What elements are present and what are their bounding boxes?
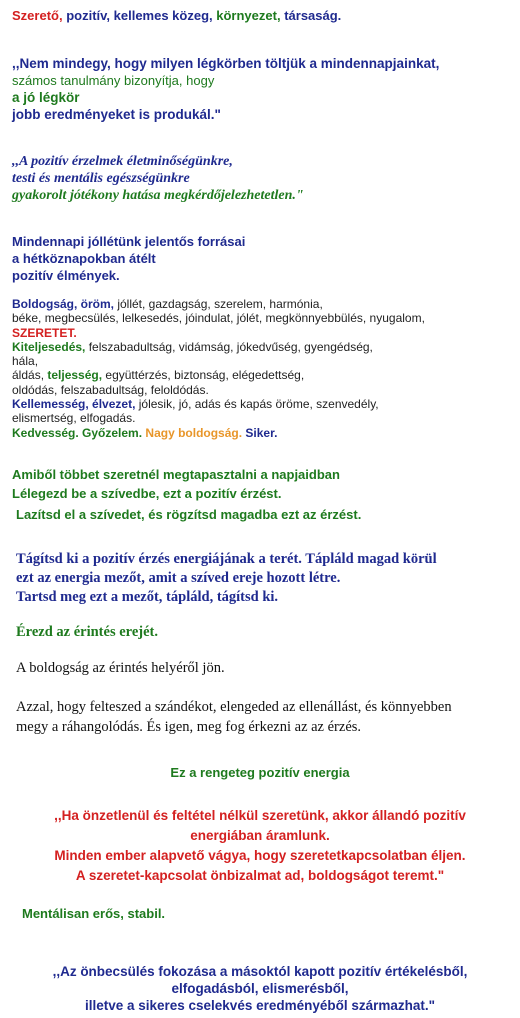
word-list-row-5: hála, xyxy=(12,354,39,369)
heading-word-tarsasag: társaság. xyxy=(284,8,342,23)
quote-emotions-line-1: ,,A pozitív érzelmek életminőségünkre, xyxy=(12,154,233,169)
love-quote-line-4: A szeretet-kapcsolat önbizalmat ad, boldogságot teremt." xyxy=(75,868,445,883)
wellbeing-source xyxy=(12,233,520,284)
mental-line: Mentálisan erős, stabil. xyxy=(22,906,166,921)
love-quote-line-3: Minden ember alapvető vágya, hogy szeretetkapcsolatban éljen. xyxy=(54,848,466,863)
intention-paragraph xyxy=(16,697,520,737)
self-esteem-line-1: ,,Az önbecsülés fokozása a másoktól kapott pozitív értékelésből, xyxy=(52,964,468,979)
word-list-row-1: Boldogság, öröm, jóllét, gazdagság, szerelem, harmónia, xyxy=(12,297,323,311)
word-list-row-4: Kiteljesedés, felszabadultság, vidámság, jókedvűség, gyengédség, xyxy=(12,339,373,354)
quote-atmosphere-line-2: számos tanulmány bizonyítja, hogy xyxy=(12,73,215,88)
quote-atmosphere-line-3: a jó légkör xyxy=(12,90,80,105)
quote-emotions-line-3: gyakorolt jótékony hatása megkérdőjelezhetetlen." xyxy=(12,188,304,203)
touch-line: Érezd az érintés erejét. xyxy=(16,624,158,640)
heading-line xyxy=(12,8,520,23)
word-list-row-3: SZERETET. xyxy=(12,325,77,340)
word-list-row-9: elismertség, elfogadás. xyxy=(12,411,136,426)
wellbeing-source-line-1: Mindennapi jóllétünk jelentős forrásai xyxy=(12,234,246,249)
practice-line-2: Lélegezd be a szívedbe, ezt a pozitív érzést. xyxy=(12,486,282,501)
expand-field-instructions xyxy=(16,550,520,607)
heading-word-kellemes: kellemes közeg, xyxy=(113,8,213,23)
quote-atmosphere xyxy=(12,55,520,123)
love-quote xyxy=(0,806,520,886)
self-esteem-quote xyxy=(0,963,520,1014)
quote-atmosphere-line-1: ,,Nem mindegy, hogy milyen légkörben töltjük a mindennapjainkat, xyxy=(12,56,440,71)
intention-line-1: Azzal, hogy felteszed a szándékot, elengeded az ellenállást, és könnyebben xyxy=(16,699,452,715)
love-quote-line-2: energiában áramlunk. xyxy=(190,828,330,843)
practice-instructions xyxy=(12,465,520,503)
word-list-row-10: Kedvesség. Győzelem. Nagy boldogság. Siker. xyxy=(12,425,278,440)
positive-word-list xyxy=(12,297,520,440)
heading-word-szereto: Szerető, xyxy=(12,8,63,23)
expand-line-1: Tágítsd ki a pozitív érzés energiájának a terét. Tápláld magad körül xyxy=(16,551,437,567)
wellbeing-source-line-2: a hétköznapokban átélt xyxy=(12,251,156,266)
heading-word-kornyezet: környezet, xyxy=(216,8,281,23)
quote-emotions-line-2: testi és mentális egészségünkre xyxy=(12,171,190,186)
quote-atmosphere-line-4: jobb eredményeket is produkál." xyxy=(12,107,221,122)
wellbeing-source-line-3: pozitív élmények. xyxy=(12,268,120,283)
word-list-row-7: oldódás, felszabadultság, feloldódás. xyxy=(12,382,209,397)
intention-line-2: megy a ráhangolódás. És igen, meg fog érkezni az az érzés. xyxy=(16,719,362,735)
practice-line-1: Amiből többet szeretnél megtapasztalni a napjaidban xyxy=(12,467,340,482)
energy-title: Ez a rengeteg pozitív energia xyxy=(170,765,350,780)
self-esteem-line-3: illetve a sikeres cselekvés eredményéből származhat." xyxy=(84,998,436,1013)
word-list-row-8: Kellemesség, élvezet, jólesik, jó, adás és kapás öröme, szenvedély, xyxy=(12,397,379,412)
expand-line-3: Tartsd meg ezt a mezőt, tápláld, tágítsd ki. xyxy=(16,589,279,605)
quote-emotions xyxy=(12,153,520,204)
word-list-row-2: béke, megbecsülés, lelkesedés, jóindulat, jólét, megkönnyebbülés, nyugalom, xyxy=(12,311,425,326)
heading-word-pozitiv: pozitív, xyxy=(66,8,111,23)
happiness-paragraph: A boldogság az érintés helyéről jön. xyxy=(16,660,225,676)
practice-line-3: Lazítsd el a szívedet, és rögzítsd magadba ezt az érzést. xyxy=(16,507,362,522)
self-esteem-line-2: elfogadásból, elismerésből, xyxy=(171,981,349,996)
expand-line-2: ezt az energia mezőt, amit a szíved ereje hozott létre. xyxy=(16,570,341,586)
love-quote-line-1: ,,Ha önzetlenül és feltétel nélkül szeretünk, akkor állandó pozitív xyxy=(54,808,466,823)
word-list-row-6: áldás, teljesség, együttérzés, biztonság, elégedettség, xyxy=(12,368,305,383)
